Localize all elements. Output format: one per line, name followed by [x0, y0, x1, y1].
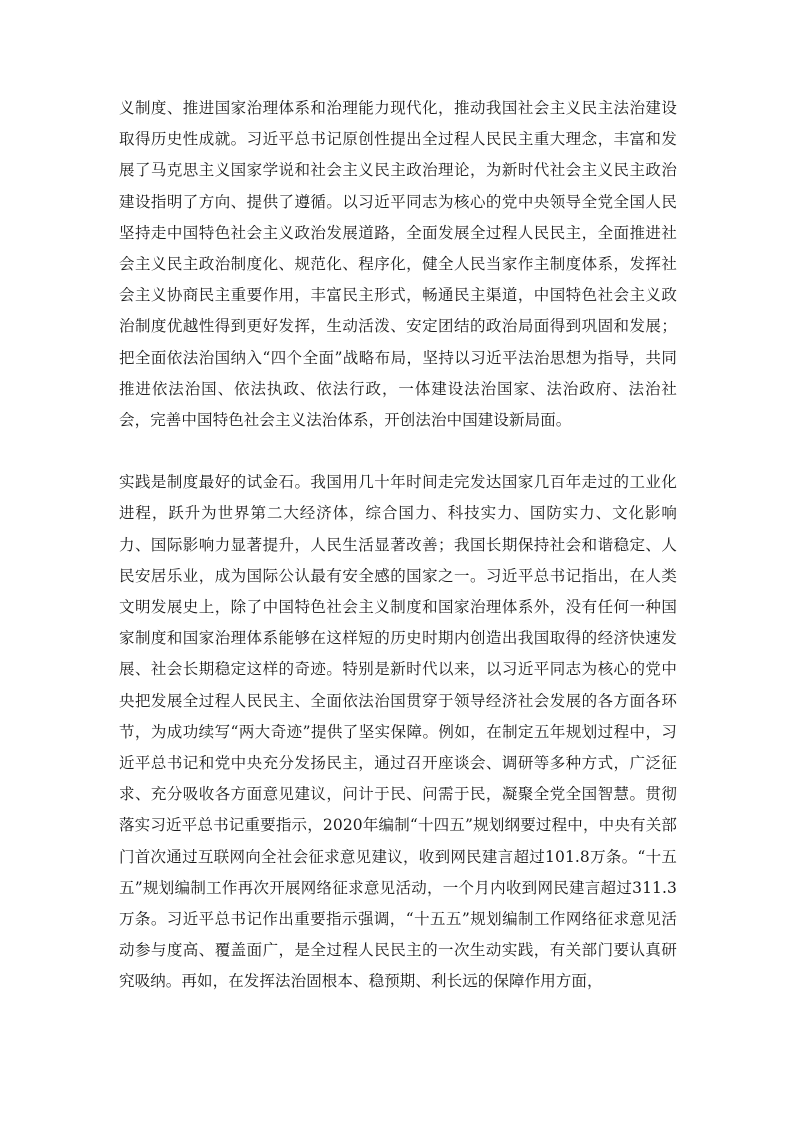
body-paragraph-1: 义制度、推进国家治理体系和治理能力现代化，推动我国社会主义民主法治建设取得历史性成就。习近平总书记原创性提出全过程人民民主重大理念，丰富和发展了马克思主义国家学说和社会主义民主政治理论，为新时代社会主义民主政治建设指明了方向、提供了遵循。以习近平同志为核心的党中央领导全党全国人民坚持走中国特色社会主义政治发展道路，全面发展全过程人民民主，全面推进社会主义民主政治制度化、规范化、程序化，健全人民当家作主制度体系，发挥社会主义协商民主重要作用，丰富民主形式，畅通民主渠道，中国特色社会主义政治制度优越性得到更好发挥，生动活泼、安定团结的政治局面得到巩固和发展；把全面依法治国纳入“四个全面”战略布局，坚持以习近平法治思想为指导，共同推进依法治国、依法执政、依法行政，一体建设法治国家、法治政府、法治社会，完善中国特色社会主义法治体系，开创法治中国建设新局面。	[119, 99, 677, 430]
document-page	[119, 93, 677, 998]
body-paragraph-2: 实践是制度最好的试金石。我国用几十年时间走完发达国家几百年走过的工业化进程，跃升为世界第二大经济体，综合国力、科技实力、国防实力、文化影响力、国际影响力显著提升，人民生活显著改善；我国长期保持社会和谐稳定、人民安居乐业，成为国际公认最有安全感的国家之一。习近平总书记指出，在人类文明发展史上，除了中国特色社会主义制度和国家治理体系外，没有任何一种国家制度和国家治理体系能够在这样短的历史时期内创造出我国取得的经济快速发展、社会长期稳定这样的奇迹。特别是新时代以来，以习近平同志为核心的党中央把发展全过程人民民主、全面依法治国贯穿于领导经济社会发展的各方面各环节，为成功续写“两大奇迹”提供了坚实保障。例如，在制定五年规划过程中，习近平总书记和党中央充分发扬民主，通过召开座谈会、调研等多种方式，广泛征求、充分吸收各方面意见建议，问计于民、问需于民，凝聚全党全国智慧。贯彻落实习近平总书记重要指示，2020年编制“十四五”规划纲要过程中，中央有关部门首次通过互联网向全社会征求意见建议，收到网民建言超过101.8万条。“十五五”规划编制工作再次开展网络征求意见活动，一个月内收到网民建言超过311.3万条。习近平总书记作出重要指示强调，“十五五”规划编制工作网络征求意见活动参与度高、覆盖面广，是全过程人民民主的一次生动实践，有关部门要认真研究吸纳。再如，在发挥法治固根本、稳预期、利长远的保障作用方面，	[119, 473, 677, 991]
